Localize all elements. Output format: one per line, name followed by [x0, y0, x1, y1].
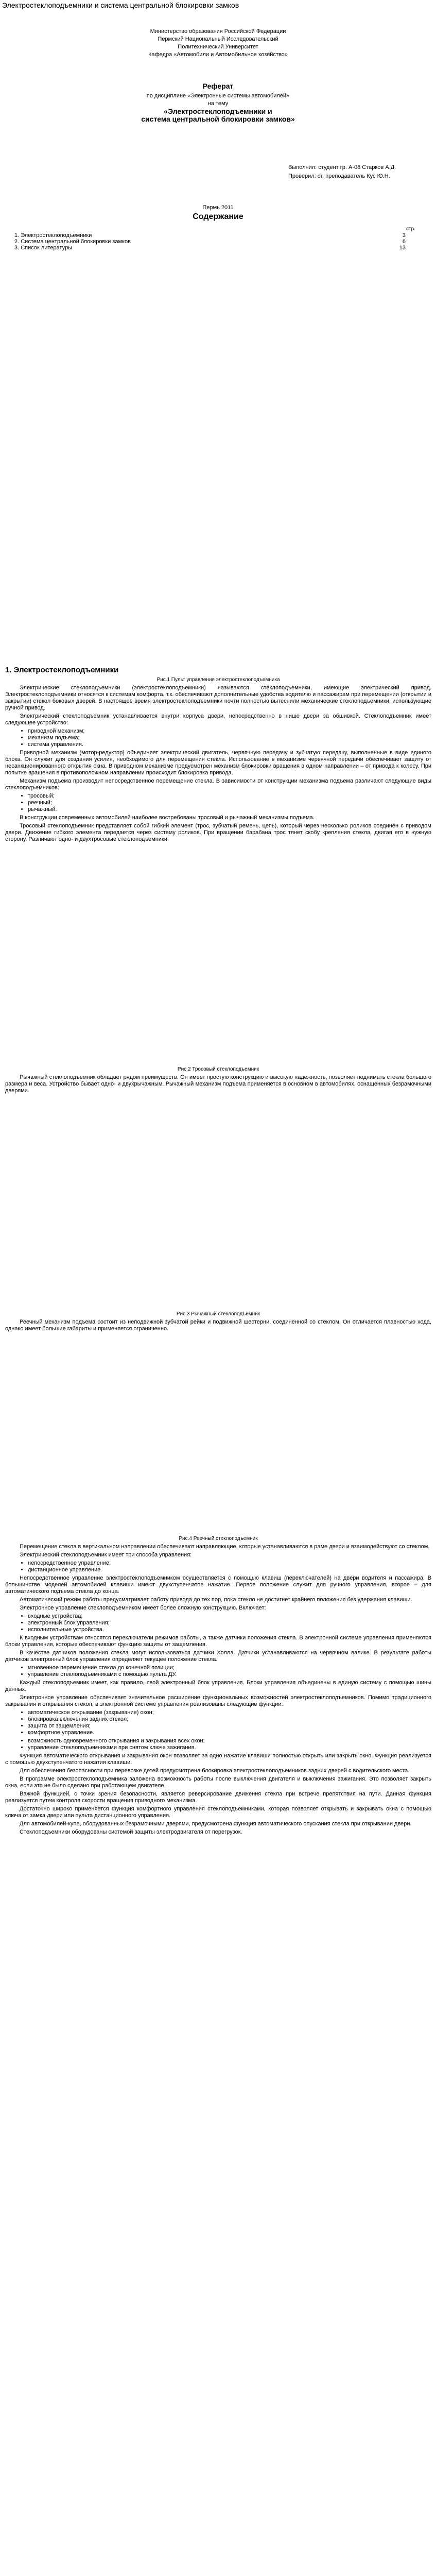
- list-item: • мгновенное перемещение стекла до конечной позиции;: [28, 1665, 431, 1671]
- list: [5, 1560, 431, 1573]
- paragraph: Тросовый стеклоподъемник представляет собой гибкий элемент (трос, зубчатый ремень, цепь), который через несколько роликов соединён с приводом двери. Движение гибкого элемента передается через систему роликов. При вращении барабана трос тянет скобу крепления стекла, двигая его в нужную сторону. Различают одно- и двухтросовые стеклоподъемники.: [5, 823, 431, 842]
- list-item: • непосредственное управление;: [28, 1560, 431, 1567]
- toc-page-label: стр.: [406, 226, 415, 232]
- checked-by: Проверил: ст. преподаватель Кус Ю.Н.: [288, 173, 390, 179]
- paragraph: Приводной механизм (мотор-редуктор) объединяет электрический двигатель, червячную передачу и зубчатую передачу, выполненные в виде единого блока. Он служит для создания усилия, необходимого для перемещения стекла. Использование в механизме червячной передачи обеспечивает защиту от несанкционированного открытия окна. В приводном механизме предусмотрен механизм блокировки вращения в одном направлении – от привода к колесу. При попытке вращения в противоположном направлении происходит блокировка привода.: [5, 750, 431, 776]
- paragraph: Электрический стеклоподъемник устанавливается внутри корпуса двери, непосредственно в нише двери за обшивкой. Стеклоподъемник имеет следующее устройство:: [5, 713, 431, 726]
- toc-item-label: 3. Список литературы: [14, 245, 73, 251]
- list: [5, 728, 431, 748]
- paragraph: Электронное управление стеклоподъемником имеет более сложную конструкцию. Включает:: [20, 1605, 266, 1611]
- list: [5, 1613, 431, 1633]
- list-item: • реечный;: [28, 800, 431, 806]
- list-item: • рычажный.: [28, 806, 431, 813]
- toc-item-label: 1. Электростеклоподъемники: [14, 232, 92, 239]
- paragraph: Электрические стеклоподъемники (электростеклоподъемники) называются стеклоподъемники, имеющие электрический привод. Электростеклоподъемники относятся к системам комфорта, т.к. обеспечивают дополнительные удобства водителю и пассажирам при перемещении (открытии и закрытии) стекол боковых дверей. В настоящее время электростеклоподъемники почти полностью вытеснили механические стеклоподъемники, использующие ручной привод.: [5, 685, 431, 711]
- topic-line-1: «Электростеклоподъемники и: [164, 107, 272, 115]
- paragraph: Каждый стеклоподъемник имеет, как правило, свой электронный блок управления. Блоки управления объединены в единую систему с помощью шины данных.: [5, 1680, 431, 1692]
- document-title: Электростеклоподъемники и система центральной блокировки замков: [2, 1, 239, 9]
- figure-caption: Рис.4 Реечный стеклоподъемник: [179, 1536, 258, 1541]
- list-item: • система управления.: [28, 741, 431, 748]
- paragraph: Стеклоподъемники оборудованы системой защиты электродвигателя от перегрузок.: [20, 1829, 242, 1835]
- list: [5, 1665, 431, 1678]
- list-item: • исполнительные устройства.: [28, 1626, 431, 1633]
- paragraph: В конструкции современных автомобилей наиболее востребованы тросовый и рычажный механизмы подъема.: [20, 815, 315, 821]
- toc-title: Содержание: [193, 212, 243, 221]
- paragraph: Автоматический режим работы предусматривает работу привода до тех пор, пока стекло не достигнет крайнего положения без удержания клавиши.: [20, 1597, 412, 1603]
- work-kind: Реферат: [202, 82, 234, 90]
- section-1-body-2: [5, 1066, 431, 1096]
- topic-label: на тему: [207, 100, 229, 107]
- list-item: • электронный блок управления;: [28, 1620, 431, 1626]
- list-item: • автоматическое открывание (закрывание) окон;: [28, 1709, 431, 1716]
- figure-caption: Рис.1 Пульт управления электростеклоподъемника: [156, 677, 280, 683]
- toc-item-page: 3: [402, 232, 406, 239]
- section-1-heading: 1. Электростеклоподъемники: [5, 666, 119, 674]
- section-1-body-3: [5, 1311, 431, 1334]
- table-of-contents: [14, 232, 406, 251]
- list-item: • управление стеклоподъемниками с помощью пульта ДУ.: [28, 1671, 431, 1678]
- paragraph: Непосредственное управление электростеклоподъемником осуществляется с помощью клавиш (переключателей) на двери водителя и пассажира. В большинстве моделей автомобилей клавиши имеют двухступенчатое нажатие. Первое положение служит для ручного управления, второе – для автоматического подъема стекла до конца.: [5, 1575, 431, 1595]
- performed-by: Выполнил: студент гр. А-08 Старков А.Д.: [288, 164, 396, 171]
- paragraph: Важной функцией, с точки зрения безопасности, является реверсирование движения стекла при встрече препятствия на пути. Данная функция реализуется путем контроля скорости вращения приводного механизма.: [5, 1791, 431, 1804]
- paragraph: К входным устройствам относятся переключатели режимов работы, а также датчики положения стекла. В электронной системе управления применяются блоки управления, которые обеспечивают функцию защиты от защемления.: [5, 1635, 431, 1648]
- list-item: • управление стеклоподъемниками при снятом ключе зажигания.: [28, 1744, 431, 1751]
- toc-item-label: 2. Система центральной блокировки замков: [14, 239, 131, 245]
- title-line: Министерство образования Российской Федерации: [150, 28, 286, 35]
- paragraph: Функция автоматического открывания и закрывания окон позволяет за одно нажатие клавиши полностью открыть или закрыть окно. Функция реализуется с помощью двухступенчатого нажатия клавиши.: [5, 1753, 431, 1766]
- paragraph: В качестве датчиков положения стекла могут использоваться датчики Холла. Датчики устанавливаются на червячном валике. В результате работы датчиков электронный блок управления определяет текущее положение стекла.: [5, 1650, 431, 1663]
- toc-item-page: 6: [402, 239, 406, 245]
- title-line: Пермский Национальный Исследовательский: [158, 36, 278, 42]
- paragraph: Механизм подъема производит непосредственное перемещение стекла. В зависимости от конструкции механизма подъема различают следующие виды стеклоподъемников:: [5, 778, 431, 791]
- list-item: • дистанционное управление.: [28, 1567, 431, 1573]
- figure-caption: Рис.2 Тросовый стеклоподъемник: [177, 1066, 259, 1072]
- paragraph: Достаточно широко применяется функция комфортного управления стеклоподъемниками, которая позволяет открывать и закрывать окна с помощью ключа от замка двери или пульта дистанционного управления.: [5, 1806, 431, 1819]
- section-1-body: [5, 676, 431, 844]
- paragraph: Электрический стеклоподъемник имеет три способа управления:: [20, 1552, 192, 1558]
- list-item: • блокировка включения задних стекол;: [28, 1716, 431, 1723]
- toc-item[interactable]: [14, 232, 406, 239]
- list-item: • комфортное управление.: [28, 1730, 431, 1736]
- city-year: Пермь 2011: [202, 205, 234, 211]
- paragraph: Для автомобилей-купе, оборудованных безрамочными дверями, предусмотрена функция автоматического опускания стекла при открывании двери.: [20, 1821, 412, 1827]
- list-item: • механизм подъема;: [28, 735, 431, 741]
- list-item: • тросовый;: [28, 793, 431, 800]
- topic-line-2: система центральной блокировки замков»: [141, 115, 295, 123]
- title-page: [0, 28, 436, 123]
- list-item: • приводной механизм;: [28, 728, 431, 735]
- list-item: • входные устройства;: [28, 1613, 431, 1620]
- list-item: • возможность одновременного открывания и закрывания всех окон;: [28, 1738, 431, 1744]
- paragraph: Для обеспечения безопасности при перевозке детей предусмотрена блокировка электростеклоподъемников задних дверей с водительского места.: [20, 1768, 410, 1774]
- toc-item[interactable]: [14, 239, 406, 245]
- discipline: по дисциплине «Электронные системы автомобилей»: [146, 93, 290, 99]
- signature-block: [288, 164, 396, 181]
- paragraph: В программе электростеклоподъемника заложена возможность работы после выключения двигателя и выключения зажигания. Это позволяет закрыть окна, если это не было сделано при работающем двигателе.: [5, 1776, 431, 1789]
- section-1-body-4: [5, 1535, 431, 1837]
- toc-item-page: 13: [399, 245, 406, 251]
- title-line: Кафедра «Автомобили и Автомобильное хозяйство»: [148, 52, 288, 58]
- toc-item[interactable]: [14, 245, 406, 251]
- list: [5, 1738, 431, 1751]
- list: [5, 793, 431, 813]
- list: [5, 1709, 431, 1736]
- figure-caption: Рис.3 Рычажный стеклоподъемник: [176, 1311, 260, 1317]
- paragraph: Рычажный стеклоподъемник обладает рядом преимуществ. Он имеет простую конструкцию и высокую надежность, позволяет поднимать стекла большого размера и веса. Устройство бывает одно- и двухрычажным. Рычажный механизм подъема применяется в основном в автомобилях, оснащенных безрамочными дверями.: [5, 1074, 431, 1094]
- title-line: Политехнический Университет: [178, 44, 258, 50]
- paragraph: Электронное управление обеспечивает значительное расширение функциональных возможностей электростеклоподъемников. Помимо традиционного закрывания и открывания стекол, в электронной системе управления реализованы следующие функции:: [5, 1694, 431, 1707]
- paragraph: Перемещение стекла в вертикальном направлении обеспечивают направляющие, которые устанавливаются в раме двери и взаимодействуют со стеклом.: [20, 1544, 430, 1550]
- paragraph: Реечный механизм подъема состоит из неподвижной зубчатой рейки и подвижной шестерни, соединенной со стеклом. Он отличается плавностью хода, однако имеет большие габариты и применяется ограниченно.: [5, 1319, 431, 1332]
- list-item: • защита от защемления;: [28, 1723, 431, 1730]
